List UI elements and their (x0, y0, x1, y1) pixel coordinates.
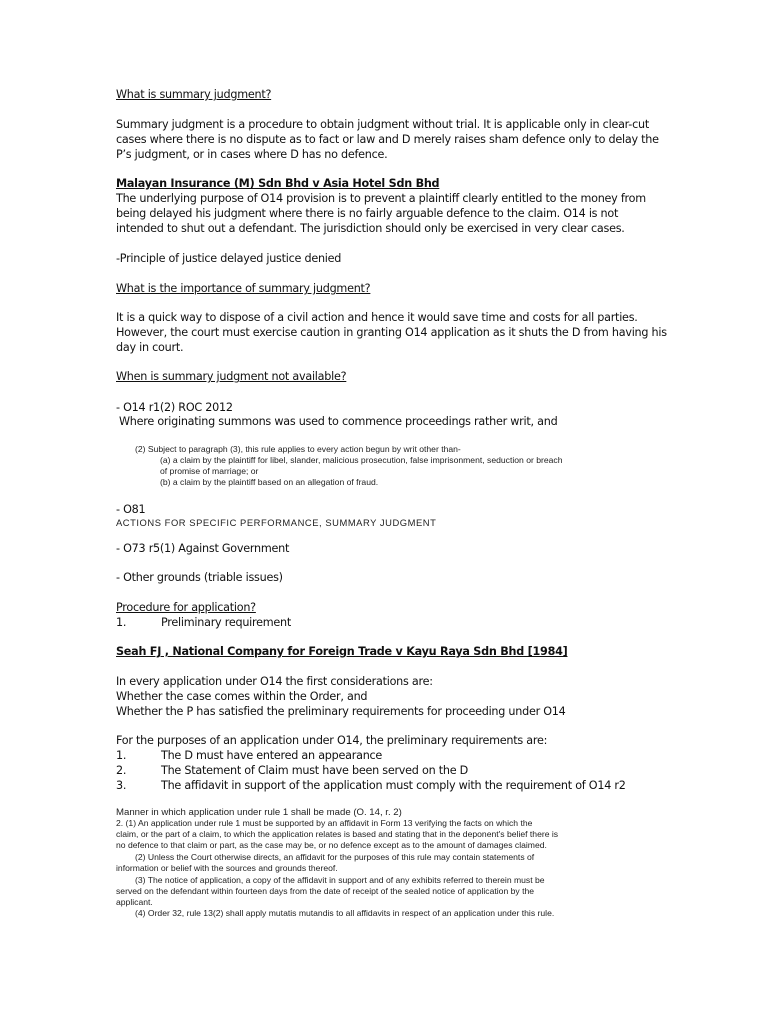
case-title-seah-fj: Seah FJ , National Company for Foreign Trade v Kayu Raya Sdn Bhd [1984] (116, 645, 568, 658)
o81-caption: ACTIONS FOR SPECIFIC PERFORMANCE, SUMMARY JUDGMENT (116, 517, 437, 528)
rule-text-line: claim, or the part of a claim, to which the application relates is based and stating that in the deponent's belief there is (116, 829, 559, 839)
paragraph-line: For the purposes of an application under O14, the preliminary requirements are: (116, 734, 548, 747)
rule-text-line: of promise of marriage; or (160, 466, 259, 476)
list-text: The Statement of Claim must have been served on the D (161, 764, 468, 777)
heading-importance: What is the importance of summary judgment? (116, 282, 371, 295)
heading-what-is-summary-judgment: What is summary judgment? (116, 88, 272, 101)
list-item (116, 749, 382, 763)
rule-text-line: (4) Order 32, rule 13(2) shall apply mutatis mutandis to all affidavits in respect of an application under this rule. (135, 908, 555, 918)
rule-text-line: information or belief with the sources and grounds thereof. (116, 863, 338, 873)
list-number: 3. (116, 779, 127, 792)
list-number: 1. (116, 616, 127, 629)
list-number: 2. (116, 764, 127, 777)
list-text: The D must have entered an appearance (161, 749, 383, 762)
o14-rule-ref: - O14 r1(2) ROC 2012 (116, 401, 233, 414)
paragraph-line: cases where there is no dispute as to fact or law and D merely raises sham defence only to delay the (116, 133, 659, 146)
list-item-preliminary (116, 616, 291, 630)
rule-text-line: (2) Unless the Court otherwise directs, an affidavit for the purposes of this rule may contain statements of (135, 852, 535, 862)
list-number: 1. (116, 749, 127, 762)
o14-description: Where originating summons was used to commence proceedings rather writ, and (119, 415, 558, 428)
list-item (116, 779, 626, 793)
paragraph-line: being delayed his judgment where there is no fairly arguable defence to the claim. O14 is not (116, 207, 619, 220)
rule-text-line: no defence to that claim or part, as the case may be, or no defence except as to the amount of damages claimed. (116, 840, 547, 850)
paragraph-line: Whether the case comes within the Order, and (116, 690, 368, 703)
paragraph-line: However, the court must exercise caution in granting O14 application as it shuts the D from having his (116, 326, 667, 339)
paragraph-line: Whether the P has satisfied the preliminary requirements for proceeding under O14 (116, 705, 566, 718)
paragraph-line: In every application under O14 the first considerations are: (116, 675, 433, 688)
manner-title: Manner in which application under rule 1 shall be made (O. 14, r. 2) (116, 807, 402, 818)
o73-ref: - O73 r5(1) Against Government (116, 542, 290, 555)
rule-text-line: (a) a claim by the plaintiff for libel, slander, malicious prosecution, false imprisonment, seduction or breach (160, 455, 563, 465)
rule-text-line: applicant. (116, 897, 153, 907)
list-item (116, 764, 468, 778)
rule-text-line: served on the defendant within fourteen days from the date of receipt of the sealed notice of application by the (116, 886, 535, 896)
paragraph-line: intended to shut out a defendant. The jurisdiction should only be exercised in very clear cases. (116, 222, 625, 235)
heading-not-available: When is summary judgment not available? (116, 370, 347, 383)
rule-text-line: 2. (1) An application under rule 1 must be supported by an affidavit in Form 13 verifying the facts on which the (116, 818, 533, 828)
paragraph-line: day in court. (116, 341, 184, 354)
o81-ref: - O81 (116, 503, 146, 516)
rule-text-line: (b) a claim by the plaintiff based on an allegation of fraud. (160, 477, 379, 487)
rule-text-line: (2) Subject to paragraph (3), this rule applies to every action begun by writ other than- (135, 444, 461, 454)
paragraph-line: The underlying purpose of O14 provision is to prevent a plaintiff clearly entitled to the money from (116, 192, 646, 205)
list-text: The affidavit in support of the application must comply with the requirement of O14 r2 (161, 779, 626, 792)
case-title-malayan-insurance: Malayan Insurance (M) Sdn Bhd v Asia Hotel Sdn Bhd (116, 177, 440, 190)
list-text: Preliminary requirement (161, 616, 292, 629)
paragraph-line: It is a quick way to dispose of a civil action and hence it would save time and costs for all parties. (116, 311, 638, 324)
other-grounds: - Other grounds (triable issues) (116, 571, 283, 584)
paragraph-line: Summary judgment is a procedure to obtain judgment without trial. It is applicable only in clear-cut (116, 118, 649, 131)
rule-text-line: (3) The notice of application, a copy of the affidavit in support and of any exhibits referred to therein must be (135, 875, 545, 885)
heading-procedure: Procedure for application? (116, 601, 256, 614)
paragraph-line: P’s judgment, or in cases where D has no defence. (116, 148, 388, 161)
principle-line: -Principle of justice delayed justice denied (116, 252, 342, 265)
